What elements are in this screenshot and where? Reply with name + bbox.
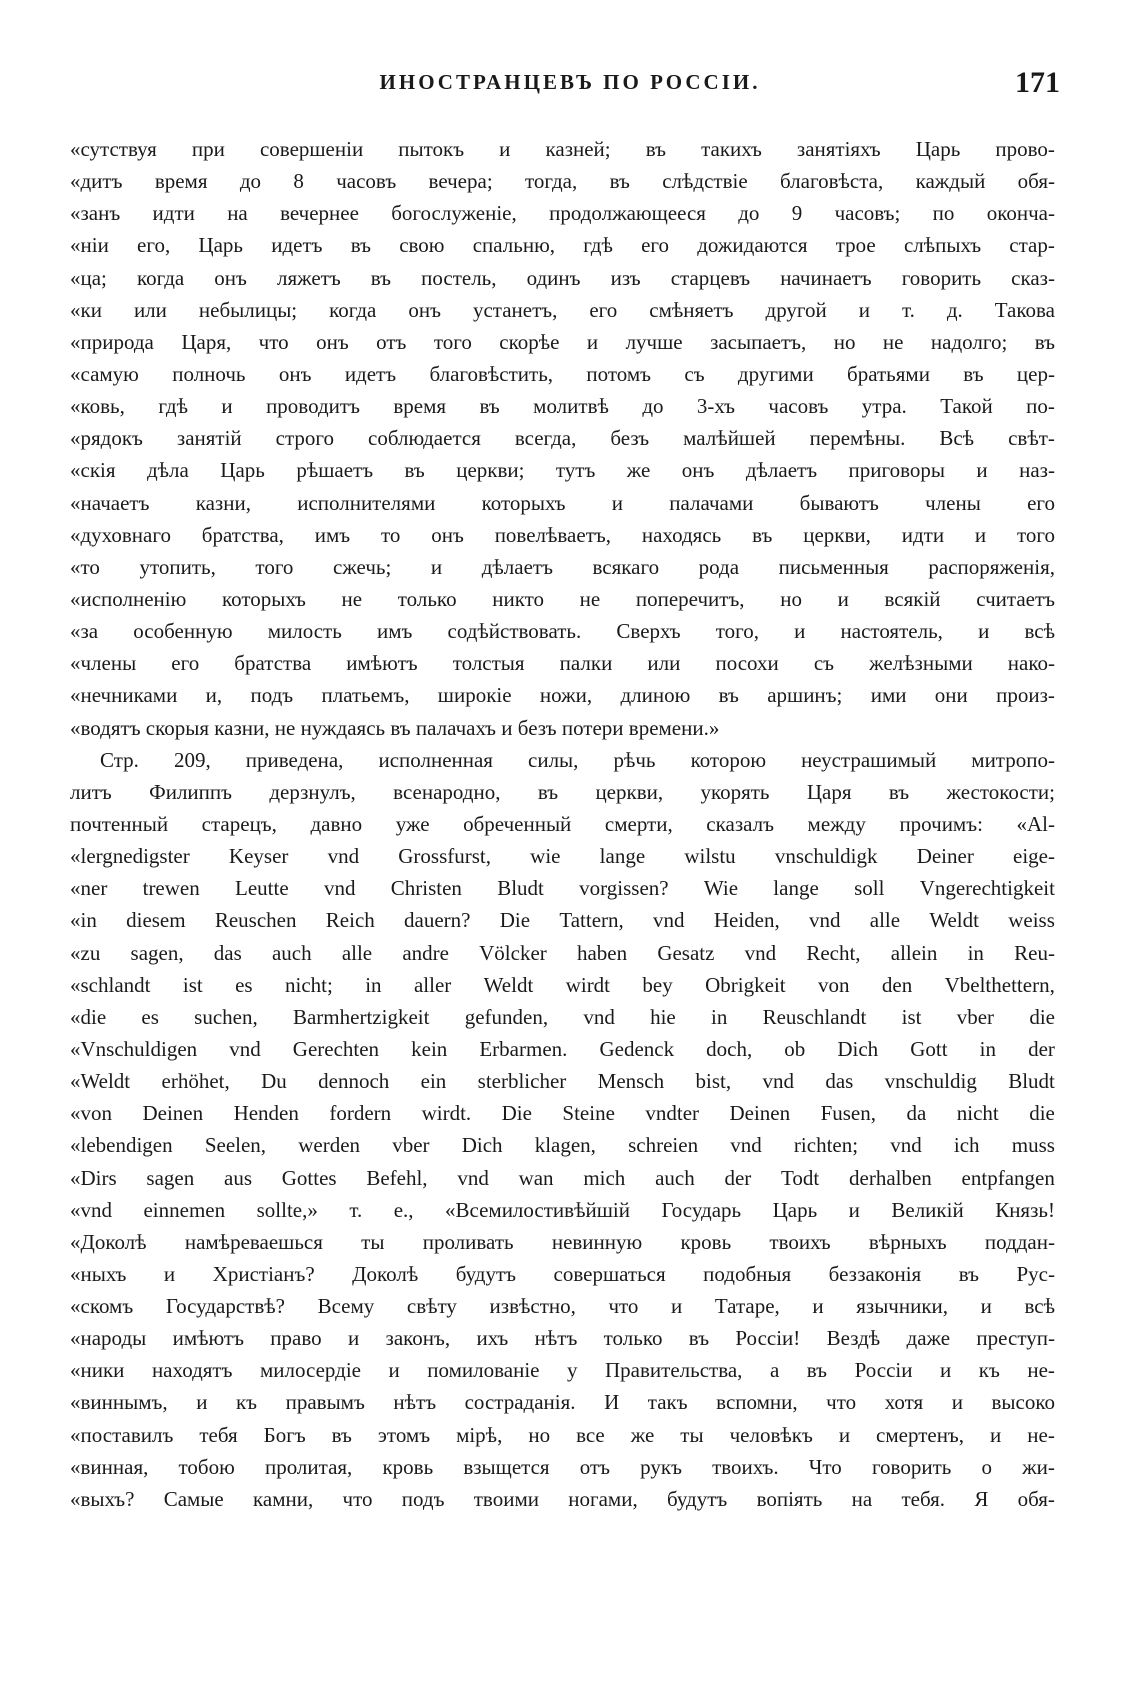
text-line: «ки или небылицы; когда онъ устанетъ, его смѣняетъ другой и т. д. Такова (70, 297, 1055, 322)
text-line: «то утопить, того сжечь; и дѣлаетъ всякаго рода письменныя распоряженія, (70, 554, 1055, 579)
text-line: «природа Царя, что онъ отъ того скорѣе и лучше засыпаетъ, но не надолго; въ (70, 329, 1055, 354)
text-line: «ніи его, Царь идетъ въ свою спальню, гдѣ его дожидаются трое слѣпыхъ стар- (70, 233, 1055, 258)
text-line: «рядокъ занятій строго соблюдается всегда, безъ малѣйшей перемѣны. Всѣ свѣт- (70, 426, 1055, 451)
text-line: «виннымъ, и къ правымъ нѣтъ состраданія. И такъ вспомни, что хотя и высоко (70, 1390, 1055, 1415)
text-line: «члены его братства имѣютъ толстыя палки или посохи съ желѣзными нако- (70, 651, 1055, 676)
text-line: «ковь, гдѣ и проводитъ время въ молитвѣ до 3-хъ часовъ утра. Такой по- (70, 394, 1055, 419)
body-text (70, 133, 1055, 1515)
text-line: «занъ идти на вечернее богослуженіе, продолжающееся до 9 часовъ; по оконча- (70, 201, 1055, 226)
text-line: «ники находятъ милосердіе и помилованіе у Правительства, а въ Россіи и къ не- (70, 1358, 1055, 1383)
text-line: «самую полночь онъ идетъ благовѣстить, потомъ съ другими братьями въ цер- (70, 361, 1055, 386)
text-line: «скомъ Государствѣ? Всему свѣту извѣстно, что и Татаре, и язычники, и всѣ (70, 1294, 1055, 1319)
page-number: 171 (1015, 66, 1060, 99)
text-line: «in diesem Reuschen Reich dauern? Die Tattern, vnd Heiden, vnd alle Weldt weiss (70, 908, 1055, 933)
text-line: «винная, тобою пролитая, кровь взыщется отъ рукъ твоихъ. Что говорить о жи- (70, 1454, 1055, 1479)
text-line: «скія дѣла Царь рѣшаетъ въ церкви; тутъ же онъ дѣлаетъ приговоры и наз- (70, 458, 1055, 483)
text-line: «водятъ скорыя казни, не нуждаясь въ палачахъ и безъ потери времени.» (70, 715, 720, 740)
text-line: «поставилъ тебя Богъ въ этомъ мірѣ, но все же ты человѣкъ и смертенъ, и не- (70, 1422, 1055, 1447)
text-line: «народы имѣютъ право и законъ, ихъ нѣтъ только въ Россіи! Вездѣ даже преступ- (70, 1326, 1055, 1351)
text-line: «Доколѣ намѣреваешься ты проливать невинную кровь твоихъ вѣрныхъ поддан- (70, 1229, 1055, 1254)
text-line: литъ Филиппъ дерзнулъ, всенародно, въ церкви, укорять Царя въ жестокости; (70, 779, 1055, 804)
text-line: «начаетъ казни, исполнителями которыхъ и палачами бываютъ члены его (70, 490, 1055, 515)
text-line: «духовнаго братства, имъ то онъ повелѣваетъ, находясь въ церкви, идти и того (70, 522, 1055, 547)
text-line: «Dirs sagen aus Gottes Befehl, vnd wan mich auch der Todt derhalben entpfangen (70, 1165, 1055, 1190)
running-head: ИНОСТРАНЦЕВЪ ПО РОССІИ. (379, 70, 761, 94)
text-line: «исполненію которыхъ не только никто не поперечитъ, но и всякій считаетъ (70, 586, 1055, 611)
text-line: «Vnschuldigen vnd Gerechten kein Erbarmen. Gedenck doch, ob Dich Gott in der (70, 1036, 1055, 1061)
text-line: «die es suchen, Barmhertzigkeit gefunden, vnd hie in Reuschlandt ist vber die (70, 1004, 1055, 1029)
page-header (70, 66, 1070, 110)
text-line: «von Deinen Henden fordern wirdt. Die Steine vndter Deinen Fusen, da nicht die (70, 1101, 1055, 1126)
text-line: «ner trewen Leutte vnd Christen Bludt vorgissen? Wie lange soll Vngerechtigkeit (70, 876, 1055, 901)
text-line: Стр. 209, приведена, исполненная силы, рѣчь которою неустрашимый митропо- (100, 747, 1055, 772)
text-line: «выхъ? Самые камни, что подъ твоими ногами, будутъ вопіять на тебя. Я обя- (70, 1486, 1055, 1511)
text-line: «ныхъ и Христіанъ? Доколѣ будутъ совершаться подобныя беззаконія въ Рус- (70, 1261, 1055, 1286)
text-line: «vnd einnemen sollte,» т. е., «Всемилостивѣйшій Государь Царь и Великій Князь! (70, 1197, 1055, 1222)
text-line: «за особенную милость имъ содѣйствовать. Сверхъ того, и настоятель, и всѣ (70, 619, 1055, 644)
text-line: почтенный старецъ, давно уже обреченный смерти, сказалъ между прочимъ: «Al- (70, 811, 1055, 836)
text-line: «дитъ время до 8 часовъ вечера; тогда, въ слѣдствіе благовѣста, каждый обя- (70, 169, 1055, 194)
text-line: «schlandt ist es nicht; in aller Weldt wirdt bey Obrigkeit von den Vbelthettern, (70, 972, 1055, 997)
text-line: «нечниками и, подъ платьемъ, широкіе ножи, длиною въ аршинъ; ими они произ- (70, 683, 1055, 708)
text-line: «Weldt erhöhet, Du dennoch ein sterblicher Mensch bist, vnd das vnschuldig Bludt (70, 1069, 1055, 1094)
text-line: «zu sagen, das auch alle andre Völcker haben Gesatz vnd Recht, allein in Reu- (70, 940, 1055, 965)
text-line: «ца; когда онъ ляжетъ въ постель, одинъ изъ старцевъ начинаетъ говорить сказ- (70, 265, 1055, 290)
text-line: «сутствуя при совершеніи пытокъ и казней; въ такихъ занятіяхъ Царь прово- (70, 137, 1055, 161)
text-line: «lebendigen Seelen, werden vber Dich klagen, schreien vnd richten; vnd ich muss (70, 1133, 1055, 1158)
text-line: «lergnedigster Keyser vnd Grossfurst, wie lange wilstu vnschuldigk Deiner eige- (70, 844, 1055, 869)
